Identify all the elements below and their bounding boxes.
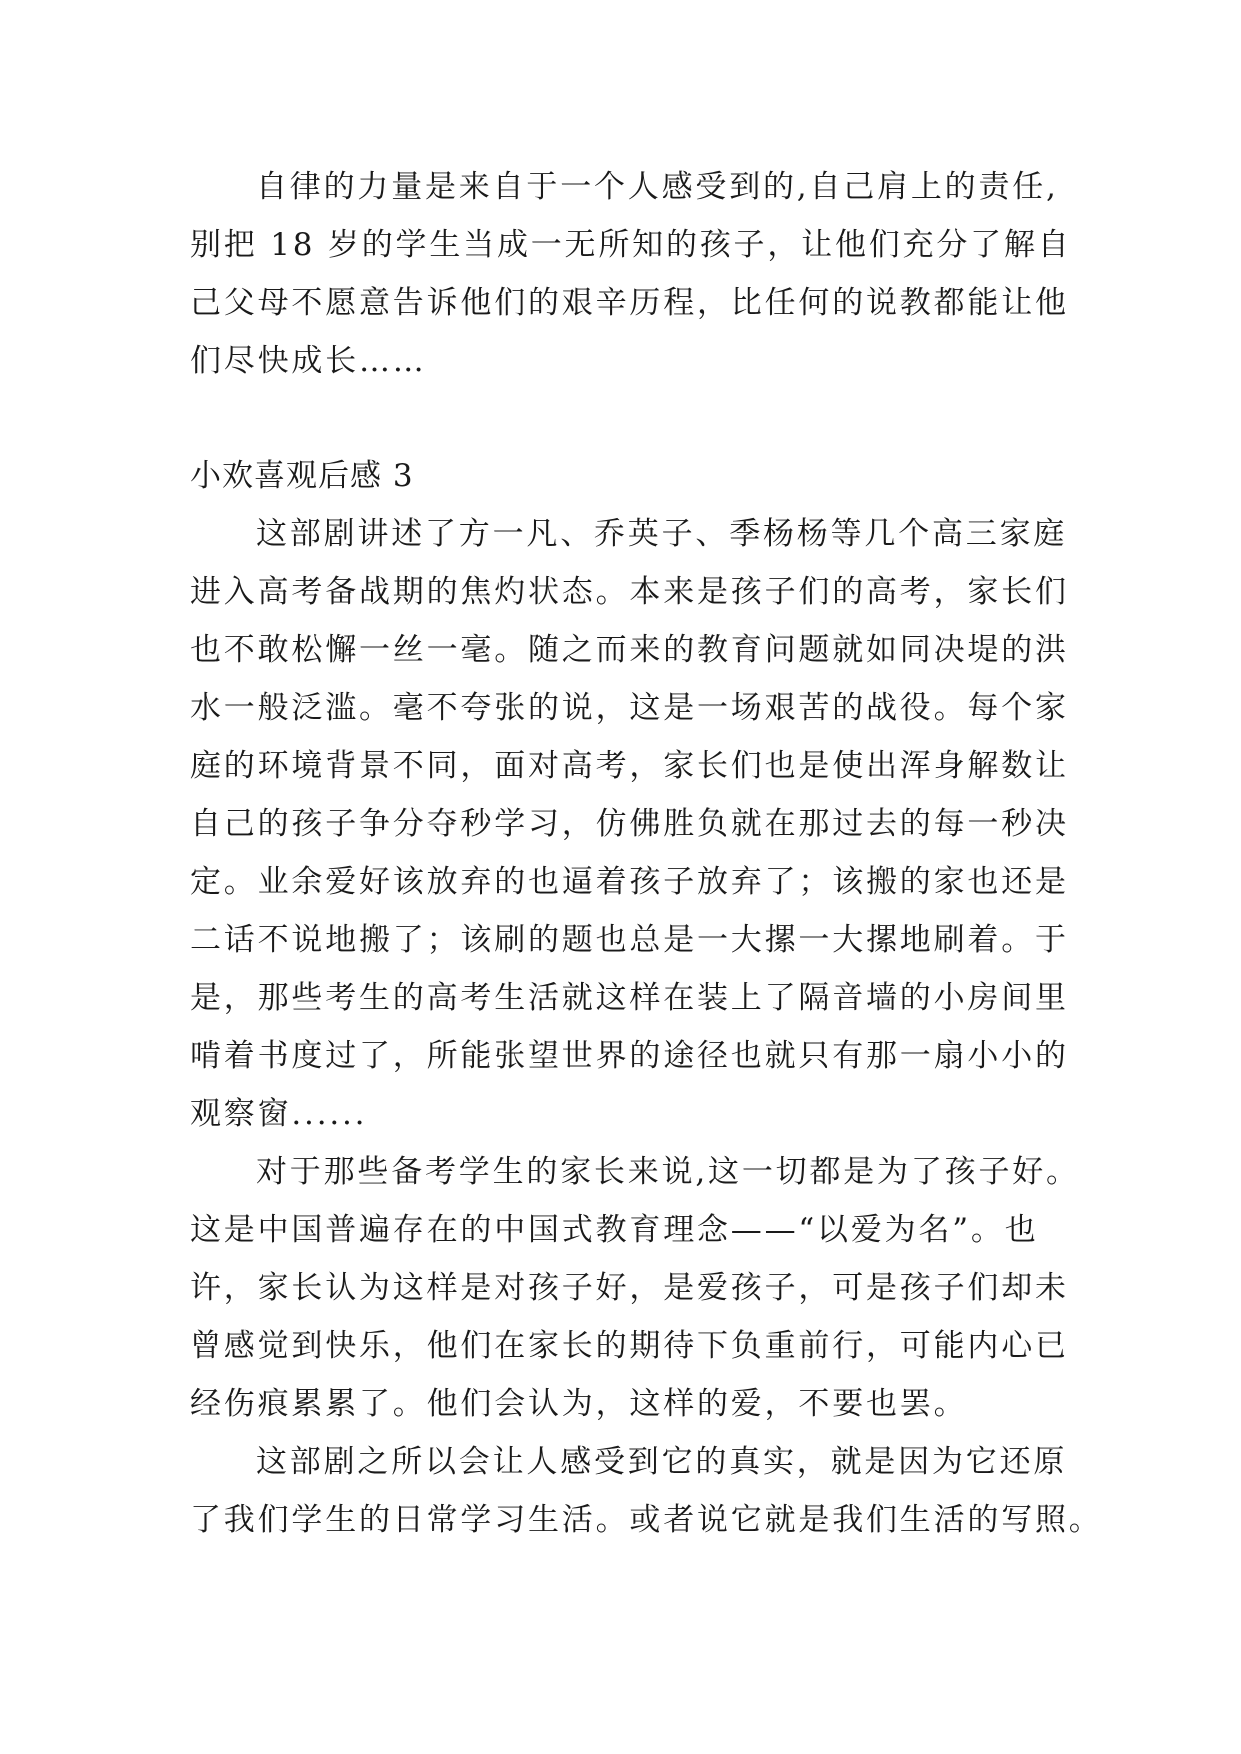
paragraph-2-line-9: 是，那些考生的高考生活就这样在装上了隔音墙的小房间里 (190, 980, 1069, 1016)
paragraph-1-line-2: 别把 18 岁的学生当成一无所知的孩子，让他们充分了解自 (190, 227, 1072, 263)
paragraph-2-line-8: 二话不说地搬了；该刷的题也总是一大摞一大摞地刷着。于 (190, 922, 1069, 958)
paragraph-3-line-4: 曾感觉到快乐，他们在家长的期待下负重前行，可能内心已 (190, 1328, 1069, 1364)
paragraph-2-line-7: 定。业余爱好该放弃的也逼着孩子放弃了；该搬的家也还是 (190, 864, 1069, 900)
paragraph-3-line-3: 许，家长认为这样是对孩子好，是爱孩子，可是孩子们却未 (190, 1270, 1069, 1306)
paragraph-2-line-10: 啃着书度过了，所能张望世界的途径也就只有那一扇小小的 (190, 1038, 1069, 1074)
paragraph-3-line-2: 这是中国普遍存在的中国式教育理念——“以爱为名”。也 (190, 1212, 1039, 1248)
paragraph-2-line-2: 进入高考备战期的焦灼状态。本来是孩子们的高考，家长们 (190, 574, 1069, 610)
paragraph-2-line-11: 观察窗...... (190, 1096, 368, 1132)
section-heading: 小欢喜观后感 3 (190, 458, 414, 494)
paragraph-3-line-1: 对于那些备考学生的家长来说,这一切都是为了孩子好。 (256, 1154, 1080, 1190)
paragraph-2-line-6: 自己的孩子争分夺秒学习，仿佛胜负就在那过去的每一秒决 (190, 806, 1069, 842)
paragraph-4-line-1: 这部剧之所以会让人感受到它的真实，就是因为它还原 (256, 1444, 1068, 1480)
paragraph-1-line-1: 自律的力量是来自于一个人感受到的,自己肩上的责任, (256, 169, 1059, 205)
paragraph-1-line-3: 己父母不愿意告诉他们的艰辛历程，比任何的说教都能让他 (190, 285, 1069, 321)
paragraph-4-line-2: 了我们学生的日常学习生活。或者说它就是我们生活的写照。 (190, 1502, 1103, 1538)
paragraph-2-line-4: 水一般泛滥。毫不夸张的说，这是一场艰苦的战役。每个家 (190, 690, 1069, 726)
paragraph-2-line-5: 庭的环境背景不同，面对高考，家长们也是使出浑身解数让 (190, 748, 1069, 784)
paragraph-2-line-1: 这部剧讲述了方一凡、乔英子、季杨杨等几个高三家庭 (256, 516, 1068, 552)
paragraph-2-line-3: 也不敢松懈一丝一毫。随之而来的教育问题就如同决堤的洪 (190, 632, 1069, 668)
paragraph-3-line-5: 经伤痕累累了。他们会认为，这样的爱，不要也罢。 (190, 1386, 968, 1422)
paragraph-1-line-4: 们尽快成长…… (190, 343, 427, 379)
